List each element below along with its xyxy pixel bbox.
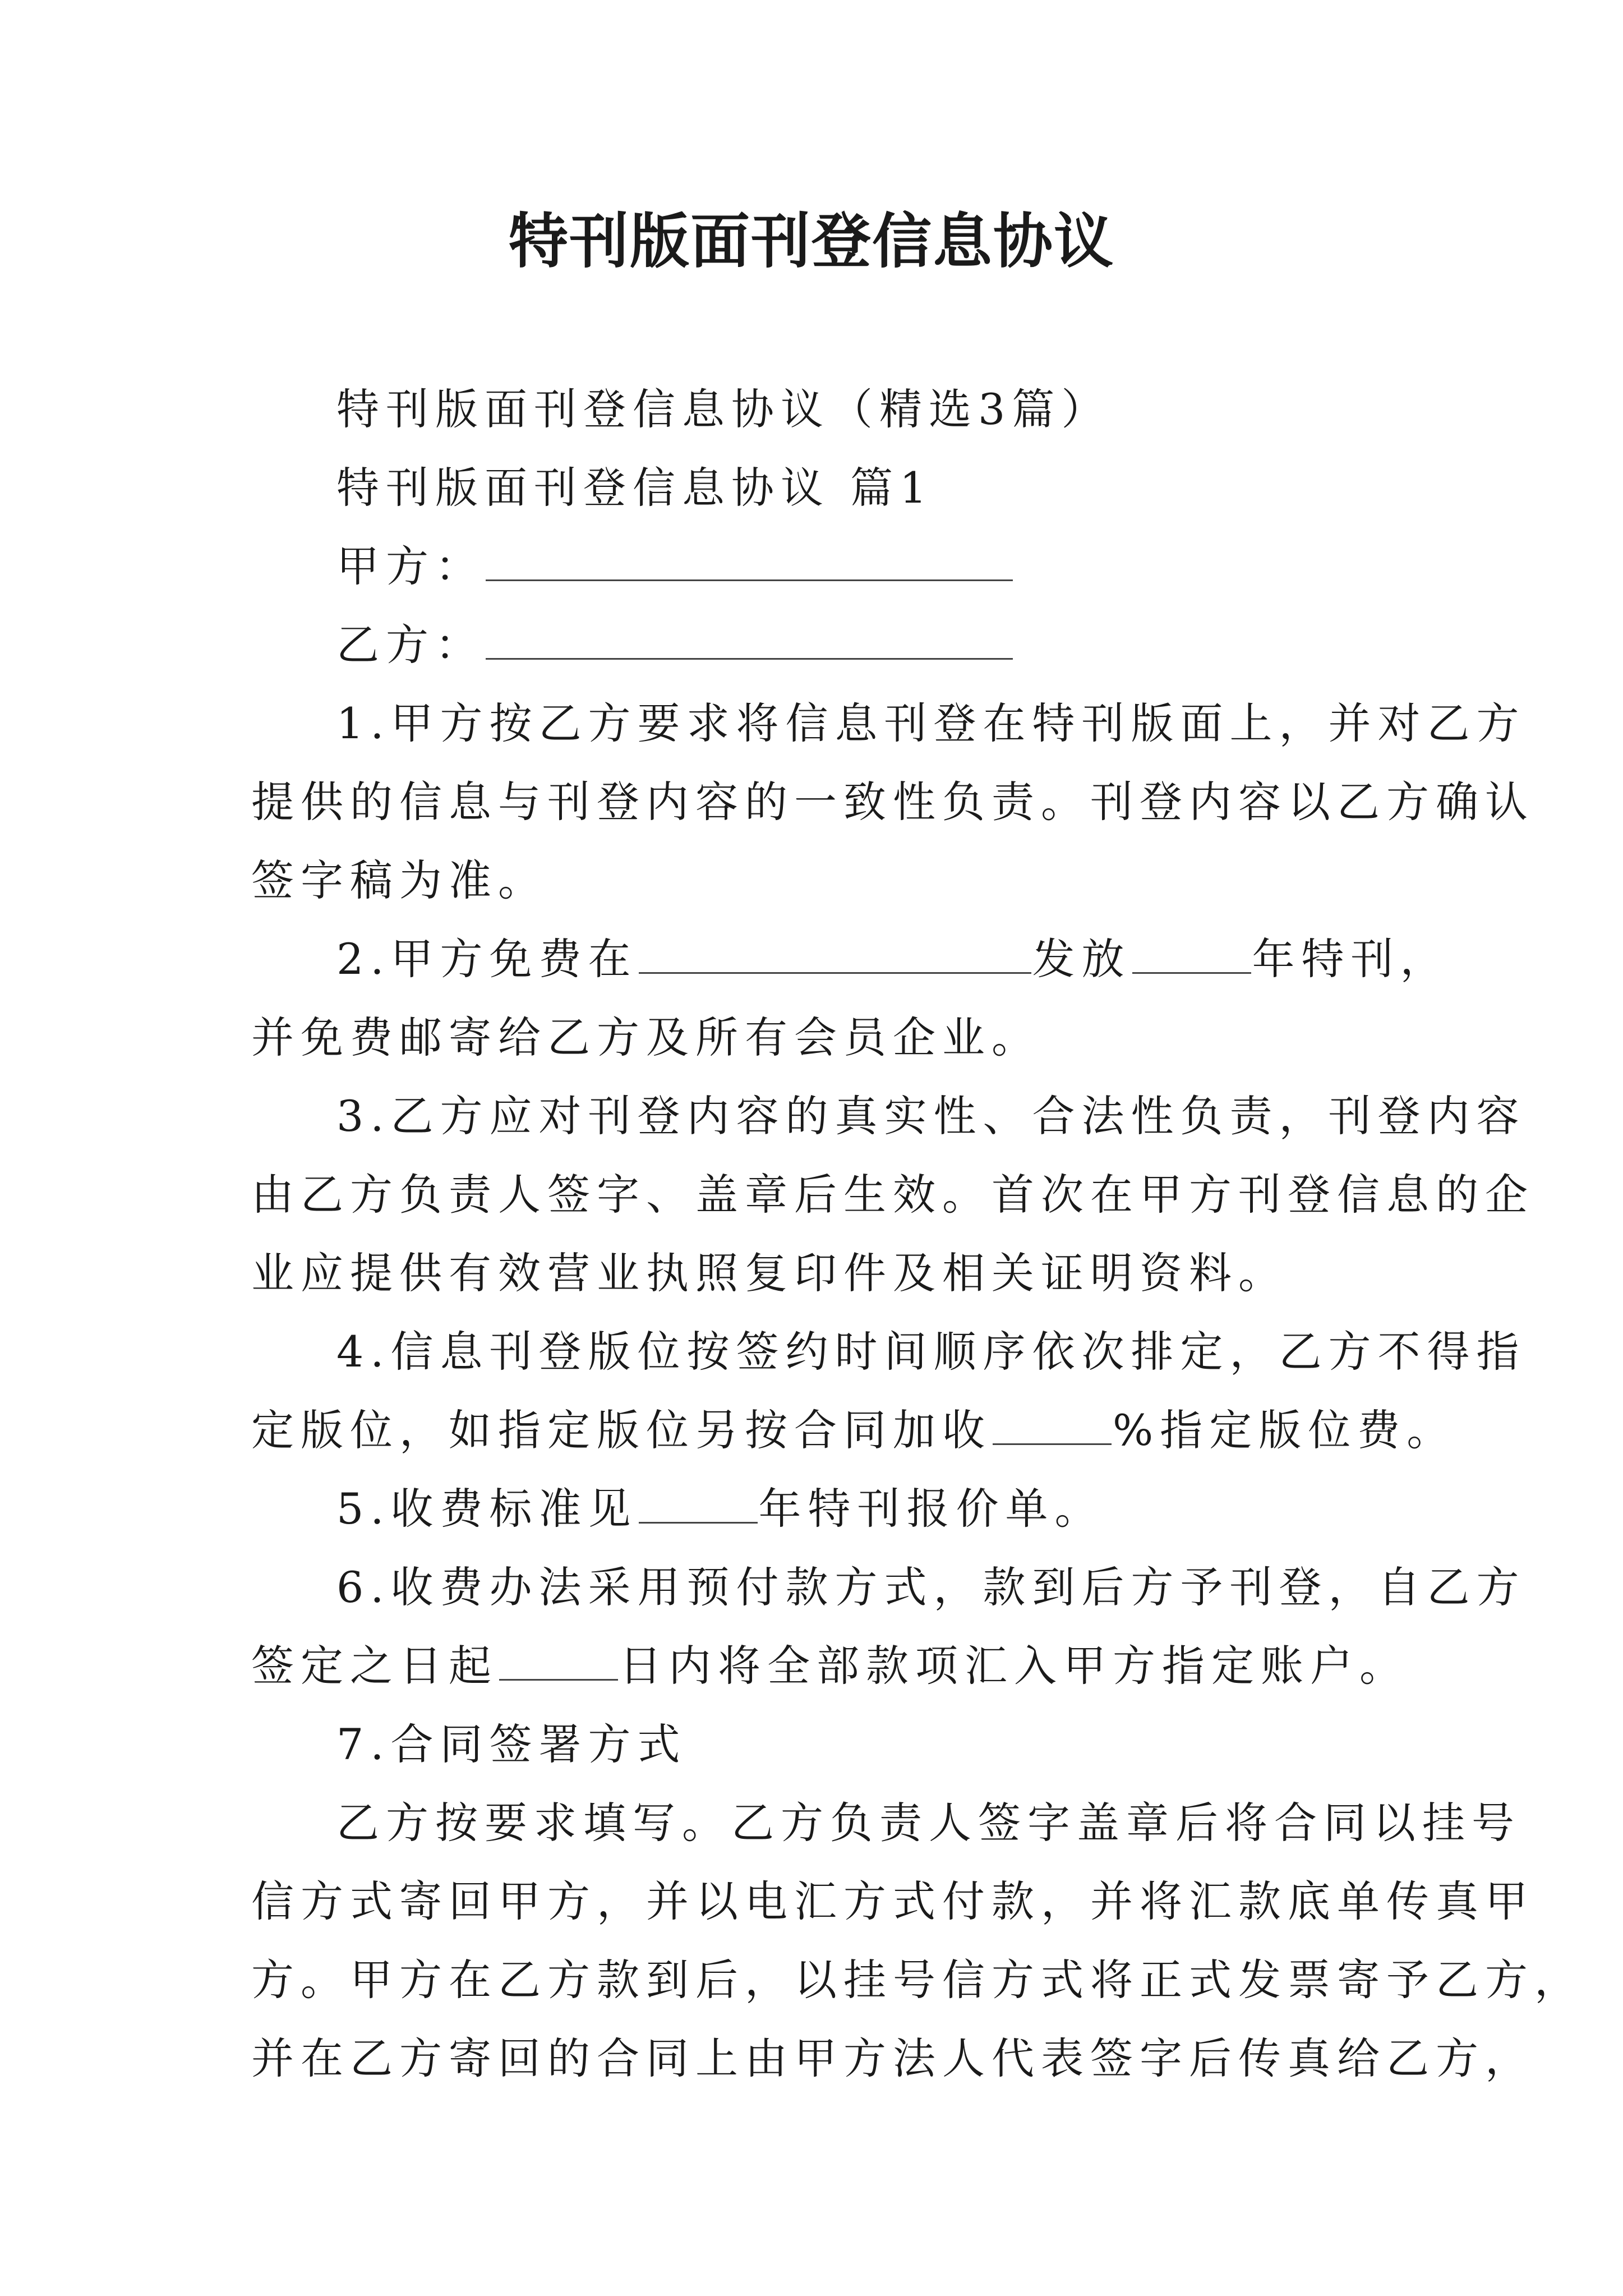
clause-1-line-3: 签字稿为准。 xyxy=(251,855,547,905)
clause-2-location-blank xyxy=(639,937,1031,974)
clause-6-part-2: 日内将全部款项汇入甲方指定账户。 xyxy=(619,1641,1409,1691)
clause-6-part-1: 签定之日起 xyxy=(251,1641,498,1691)
clause-5-year-blank xyxy=(639,1487,758,1524)
clause-3-line-2: 由乙方负责人签字、盖章后生效。首次在甲方刊登信息的企 xyxy=(251,1170,1534,1220)
clause-7-line-2: 信方式寄回甲方，并以电汇方式付款，并将汇款底单传真甲 xyxy=(251,1876,1534,1926)
clause-2-part-3: 年特刊， xyxy=(1252,934,1450,984)
clause-4-line-2 xyxy=(251,1391,1456,1470)
party-a-row xyxy=(251,527,1386,606)
clause-5-line-1 xyxy=(251,1470,1386,1548)
party-a-label: 甲方： xyxy=(336,541,485,591)
document-subtitle: 特刊版面刊登信息协议（精选3篇） xyxy=(336,384,1111,434)
clause-7-heading: 7.合同签署方式 xyxy=(336,1719,687,1769)
clause-4-part-1: 定版位，如指定版位另按合同加收 xyxy=(251,1405,992,1455)
clause-7-line-3: 方。甲方在乙方款到后，以挂号信方式将正式发票寄予乙方， xyxy=(251,1955,1584,2005)
clause-5-part-2: 年特刊报价单。 xyxy=(758,1484,1104,1534)
clause-3-line-1: 3.乙方应对刊登内容的真实性、合法性负责，刊登内容 xyxy=(336,1091,1526,1141)
clause-2-line-1 xyxy=(251,920,1450,999)
clause-3-line-3: 业应提供有效营业执照复印件及相关证明资料。 xyxy=(251,1248,1288,1298)
clause-5-part-1: 5.收费标准见 xyxy=(336,1484,638,1534)
clause-7-line-1: 乙方按要求填写。乙方负责人签字盖章后将合同以挂号 xyxy=(336,1798,1521,1848)
section-heading: 特刊版面刊登信息协议 篇1 xyxy=(336,463,934,513)
clause-1-line-2: 提供的信息与刊登内容的一致性负责。刊登内容以乙方确认 xyxy=(251,777,1534,827)
clause-1-line-1: 1.甲方按乙方要求将信息刊登在特刊版面上，并对乙方 xyxy=(336,698,1526,748)
clause-2-year-blank xyxy=(1132,937,1251,974)
clause-6-line-1: 6.收费办法采用预付款方式，款到后方予刊登，自乙方 xyxy=(336,1562,1526,1612)
party-b-row xyxy=(251,606,1386,684)
clause-2-part-1: 2.甲方免费在 xyxy=(336,934,638,984)
document-body xyxy=(251,370,1584,2098)
clause-4-line-1: 4.信息刊登版位按签约时间顺序依次排定，乙方不得指 xyxy=(336,1327,1526,1377)
clause-6-days-blank xyxy=(499,1644,618,1681)
clause-2-line-2: 并免费邮寄给乙方及所有会员企业。 xyxy=(251,1013,1041,1062)
clause-2-part-2: 发放 xyxy=(1032,934,1131,984)
party-a-blank xyxy=(486,545,1013,581)
party-b-label: 乙方： xyxy=(336,620,485,670)
party-b-blank xyxy=(486,623,1013,660)
clause-4-part-2: %指定版位费。 xyxy=(1113,1405,1456,1455)
clause-7-line-4: 并在乙方寄回的合同上由甲方法人代表签字后传真给乙方， xyxy=(251,2033,1534,2083)
clause-4-percent-blank xyxy=(993,1409,1112,1445)
clause-6-line-2 xyxy=(251,1627,1409,1705)
document-title: 特刊版面刊登信息协议 xyxy=(509,206,1114,276)
